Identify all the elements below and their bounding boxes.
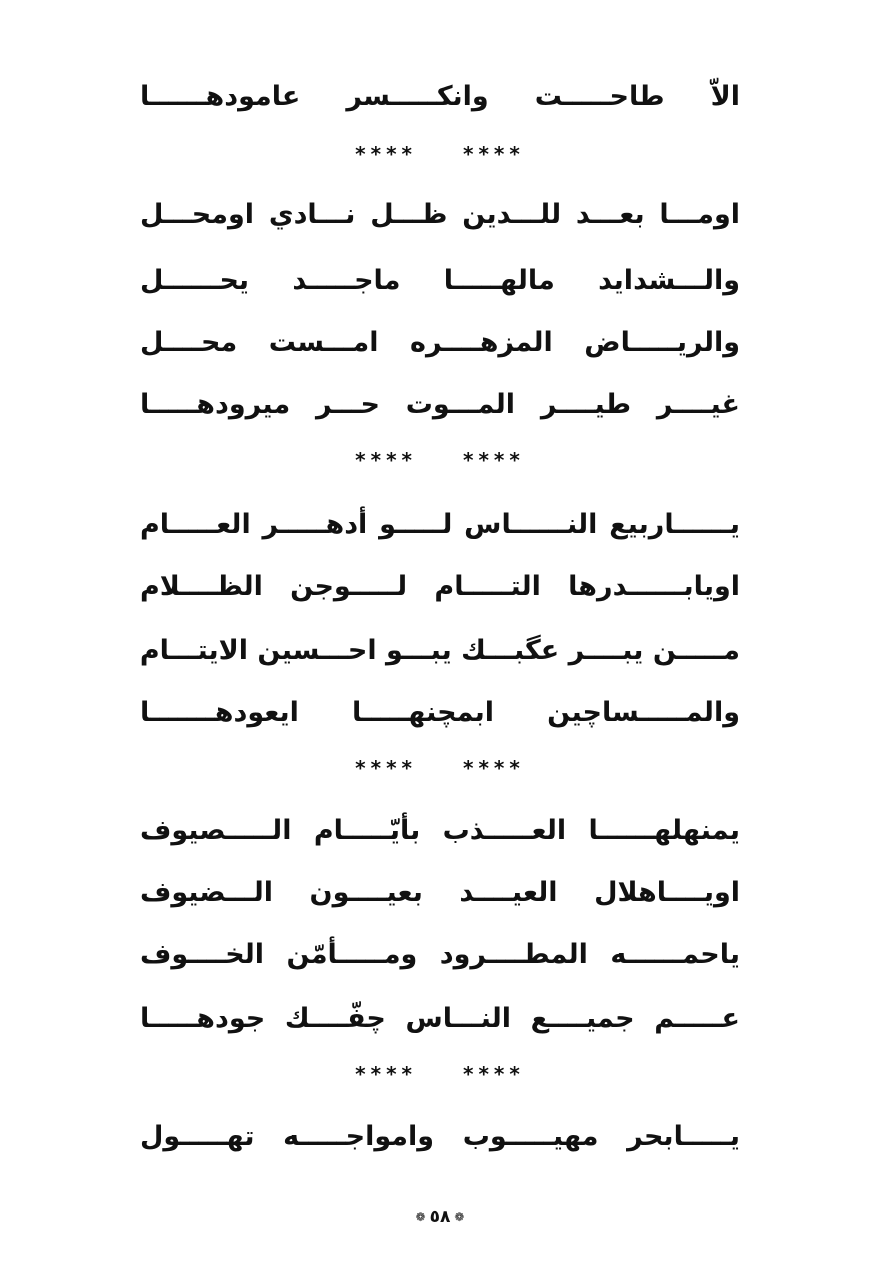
verse-line: والريـــــاض المزهــــره امـــست محــــل (140, 327, 740, 358)
stanza-separator (300, 756, 580, 780)
verse-line: والمـــــساچين ابمچنهـــــا ايعودهـــــــا (140, 697, 740, 728)
separator-stars: **** (355, 756, 417, 780)
stanza-separator (300, 448, 580, 472)
verse-line: اومـــا بعـــد للـــدين ظـــل نـــادي اومحـــل (140, 199, 740, 230)
separator-stars: **** (355, 142, 417, 166)
separator-stars: **** (463, 1062, 525, 1086)
verse-line: والـــشدايد مالهـــــا ماجـــــد يحــــــل (140, 265, 740, 296)
separator-stars: **** (355, 448, 417, 472)
verse-line: اويابــــــدرها التـــــام لـــــوجن الظــــلام (140, 571, 740, 602)
verse-line: ياحمــــــه المطــــرود ومـــــأمّن الخــــوف (140, 939, 740, 970)
page-number-text: ٥٨ (429, 1207, 451, 1227)
ornament-icon: ❁ (415, 1210, 426, 1224)
verse-line: عـــــم جميــــع النـــاس چفّــــك جودهـــــا (140, 1003, 740, 1034)
stanza-separator (300, 142, 580, 166)
verse-line: يـــــابحر مهيـــــوب وامواجـــــه تهـــــول (140, 1121, 740, 1152)
stanza-separator (300, 1062, 580, 1086)
separator-stars: **** (463, 142, 525, 166)
verse-line: الاّ طاحـــــت وانكـــــسر عامودهــــــا (140, 81, 740, 112)
separator-stars: **** (463, 756, 525, 780)
verse-line: اويــــاهلال العيــــد بعيــــون الـــضيوف (140, 877, 740, 908)
page-number (400, 1200, 480, 1234)
separator-stars: **** (355, 1062, 417, 1086)
verse-line: يمنهلهــــــا العـــــذب بأيّـــــام الـــــصيوف (140, 815, 740, 846)
verse-line: غيــــر طيــــر المـــوت حـــر ميرودهـــــا (140, 389, 740, 420)
verse-line: يــــــاربيع النــــــاس لـــــو أدهـــــر العـــــام (140, 509, 740, 540)
verse-line: مـــــن يبــــر عگبـــك يبـــو احـــسين الايتـــام (139, 635, 740, 666)
ornament-icon: ❁ (454, 1210, 465, 1224)
separator-stars: **** (463, 448, 525, 472)
